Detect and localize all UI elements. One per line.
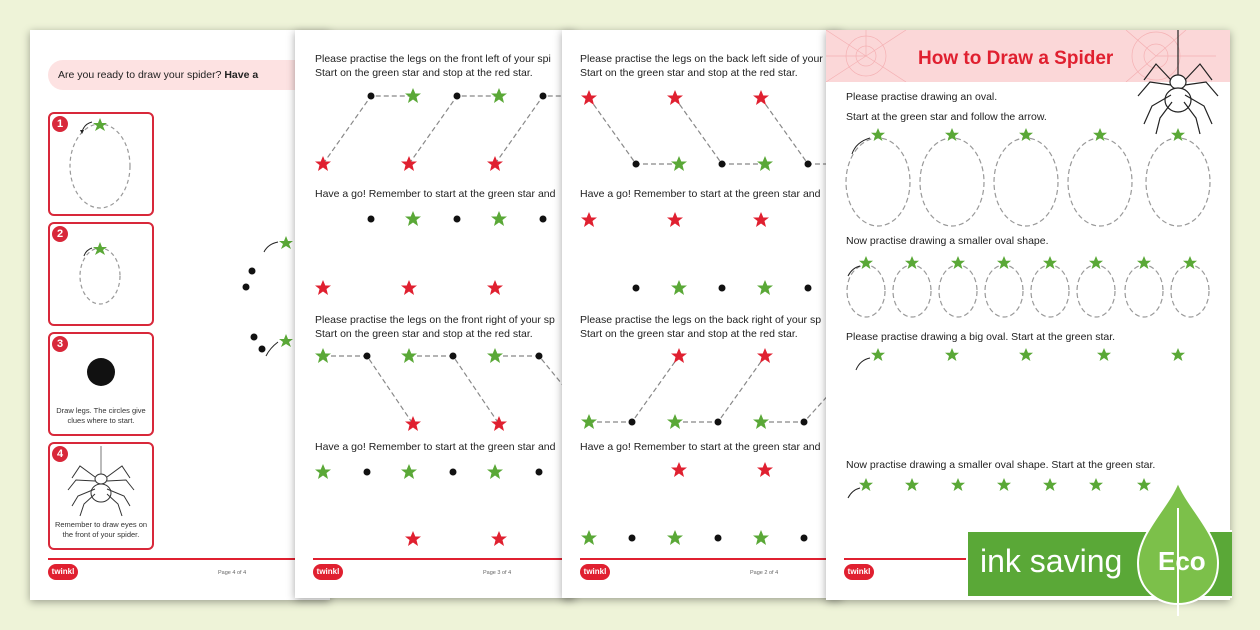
have-a-go-1: Have a go! Remember to start at the green star and: [580, 188, 821, 200]
instruction-front-left-2: Start on the green star and stop at the red star.: [315, 67, 533, 79]
smaller-oval-instruction: Now practise drawing a smaller oval shape.: [846, 235, 1049, 247]
have-a-go-1: Have a go! Remember to start at the green star and: [315, 188, 556, 200]
footer-line: [580, 558, 834, 560]
page-number: Page 3 of 4: [483, 570, 512, 576]
instruction-back-right-2: Start on the green star and stop at the red star.: [580, 328, 798, 340]
oval-instruction-1: Please practise drawing an oval.: [846, 91, 998, 103]
spider-leg-guide-dots: [30, 30, 330, 600]
ink-saving-label: ink saving: [980, 543, 1123, 579]
instruction-front-right-2: Start on the green star and stop at the red star.: [315, 328, 533, 340]
instruction-back-right-1: Please practise the legs on the back right of your sp: [580, 314, 822, 326]
step-3-caption: Draw legs. The circles give clues where to start.: [56, 406, 146, 425]
instruction-front-left-1: Please practise the legs on the front left of your spi: [315, 53, 551, 65]
instruction-front-right-1: Please practise the legs on the front right of your sp: [315, 314, 555, 326]
eco-label: Eco: [1158, 546, 1206, 576]
worksheet-page-4: [30, 30, 330, 600]
instruction-back-left-2: Start on the green star and stop at the red star.: [580, 67, 798, 79]
have-a-go-2: Have a go! Remember to start at the green star and: [580, 441, 821, 453]
footer-line: [48, 558, 322, 560]
step-number: 1: [52, 116, 68, 132]
worksheet-page-2: [562, 30, 842, 598]
spider-illustration: [1138, 30, 1218, 134]
page-title: How to Draw a Spider: [918, 48, 1114, 69]
smaller-oval-instruction-2: Now practise drawing a smaller oval shape. Start at the green star.: [846, 459, 1156, 471]
step-4-caption: Remember to draw eyes on the front of your spider.: [54, 520, 148, 539]
page-number: Page 2 of 4: [750, 570, 779, 576]
step-number: 4: [52, 446, 68, 462]
twinkl-logo: twinkl: [313, 564, 343, 580]
front-legs-tracing-grid: [295, 30, 575, 598]
footer-line: [313, 558, 567, 560]
oval-instruction-2: Start at the green star and follow the arrow.: [846, 111, 1047, 123]
twinkl-logo: twinkl: [844, 564, 874, 580]
worksheet-page-3: [295, 30, 575, 598]
step-number: 2: [52, 226, 68, 242]
step-number: 3: [52, 336, 68, 352]
back-legs-tracing-grid: [562, 30, 842, 598]
page-number: Page 4 of 4: [218, 570, 247, 576]
twinkl-logo: twinkl: [48, 564, 78, 580]
big-oval-instruction: Please practise drawing a big oval. Start at the green star.: [846, 331, 1116, 343]
twinkl-logo: twinkl: [580, 564, 610, 580]
have-a-go-2: Have a go! Remember to start at the green star and: [315, 441, 556, 453]
intro-text: Are you ready to draw your spider?: [58, 69, 222, 81]
intro-bold-text: Have a: [224, 69, 259, 81]
instruction-back-left-1: Please practise the legs on the back left side of your: [580, 53, 823, 65]
